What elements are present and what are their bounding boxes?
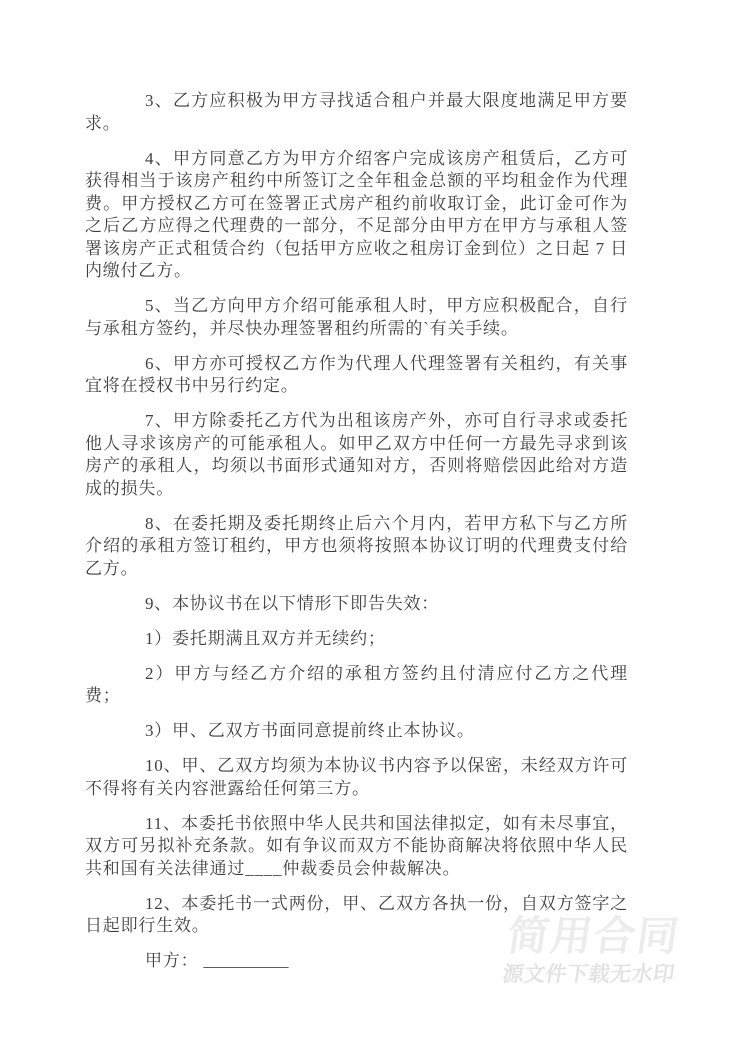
contract-clause-11: 11、本委托书依照中华人民共和国法律拟定，如有未尽事宜，双方可另拟补充条款。如有争议而双方不能协商解决将依照中华人民共和国有关法律通过____仲裁委员会仲裁解决。 (85, 813, 628, 878)
clause-9-item-2: 2）甲方与经乙方介绍的承租方签约且付清应付乙方之代理费； (85, 663, 628, 705)
contract-clause-6: 6、甲方亦可授权乙方作为代理人代理签署有关租约，有关事宜将在授权书中另行约定。 (85, 353, 628, 395)
party-a-label: 甲方： (145, 951, 199, 970)
contract-clause-4: 4、甲方同意乙方为甲方介绍客户完成该房产租赁后，乙方可获得相当于该房产租约中所签订之全年租金总额的平均租金作为代理费。甲方授权乙方可在签署正式房产租约前收取订金，此订金可作为之后乙方应得之代理费的一部分，不足部分由甲方在甲方与承租人签署该房产正式租赁合约（包括甲方应收之租房订金到位）之日起 7 日内缴付乙方。 (85, 148, 628, 280)
contract-clause-9: 9、本协议书在以下情形下即告失效： (145, 593, 440, 613)
contract-clause-5: 5、当乙方向甲方介绍可能承租人时，甲方应积极配合，自行与承租方签约，并尽快办理签署租约所需的`有关手续。 (85, 296, 628, 338)
party-a-signature-blank: __________ (203, 951, 289, 970)
contract-clause-3: 3、乙方应积极为甲方寻找适合租户并最大限度地满足甲方要求。 (85, 91, 628, 133)
contract-clause-7: 7、甲方除委托乙方代为出租该房产外，亦可自行寻求或委托他人寻求该房产的可能承租人。如甲乙双方中任何一方最先寻求到该房产的承租人，均须以书面形式通知对方，否则将赔偿因此给对方造成的损失。 (85, 411, 628, 498)
contract-clause-8: 8、在委托期及委托期终止后六个月内，若甲方私下与乙方所介绍的承租方签订租约，甲方也须将按照本协议订明的代理费支付给乙方。 (85, 513, 628, 578)
contract-clause-10: 10、甲、乙双方均须为本协议书内容予以保密，未经双方许可不得将有关内容泄露给任何第三方。 (85, 756, 628, 798)
watermark-title: 简用合同 (504, 913, 684, 959)
contract-body (85, 90, 628, 985)
clause-9-item-1: 1）委托期满且双方并无续约； (145, 628, 386, 648)
watermark (501, 914, 683, 987)
clause-9-item-3: 3）甲、乙双方书面同意提前终止本协议。 (145, 721, 475, 740)
contract-clause-12: 12、本委托书一式两份，甲、乙双方各执一份，自双方签字之日起即行生效。 (85, 893, 628, 935)
watermark-subtitle: 源文件下载无水印 (501, 963, 677, 986)
